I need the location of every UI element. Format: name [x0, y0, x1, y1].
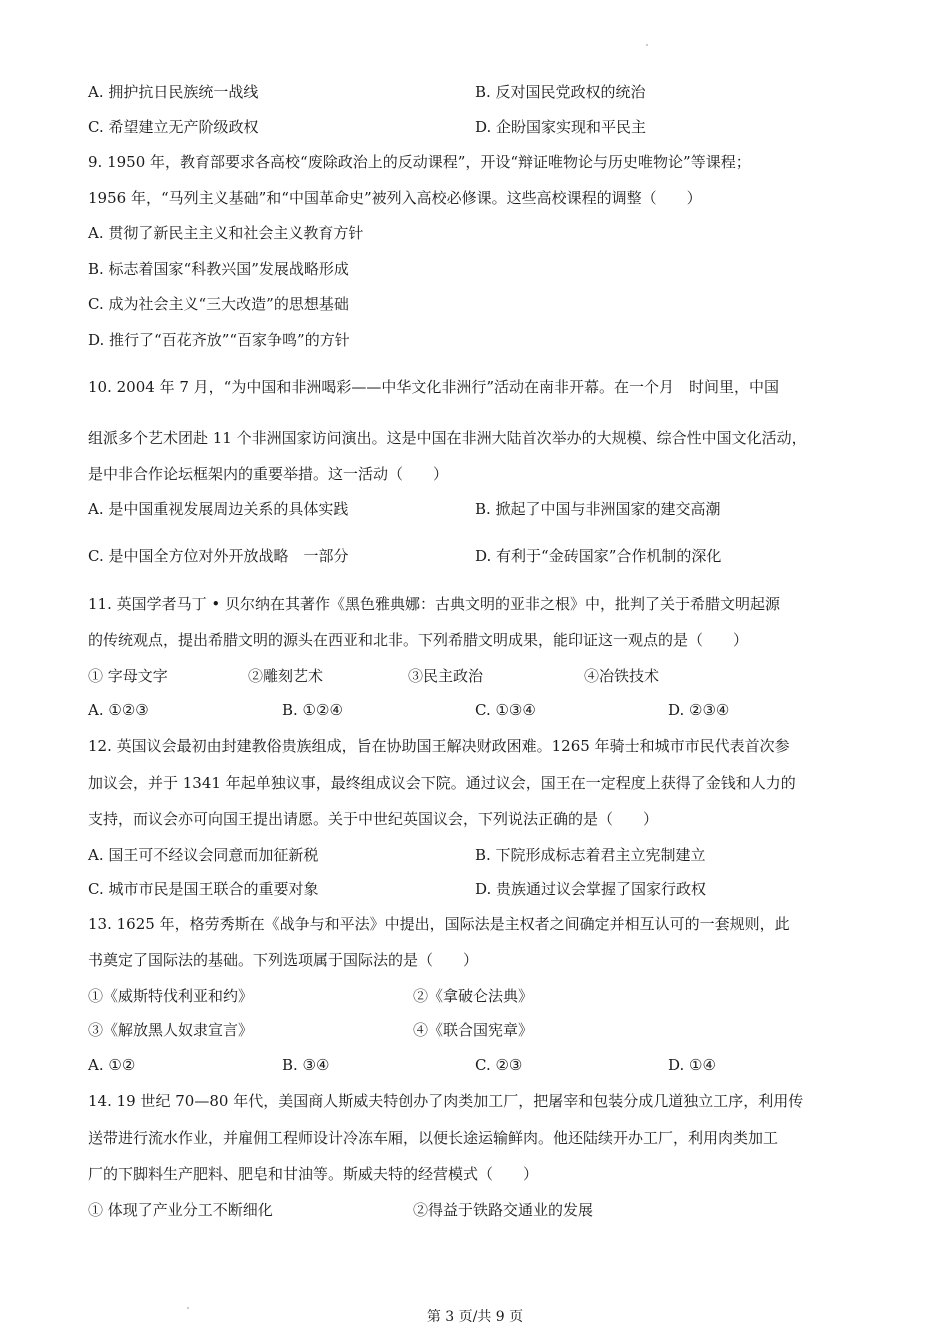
- q9-stem-line2: 1956 年，“马列主义基础”和“中国革命史”被列入高校必修课。这些高校课程的调整（ ）: [88, 189, 702, 207]
- q13-stem-line1: 13. 1625 年，格劳秀斯在《战争与和平法》中提出，国际法是主权者之间确定并相互认可的一套规则，此: [88, 915, 790, 933]
- q12-option-b: B. 下院形成标志着君主立宪制建立: [475, 846, 706, 864]
- q10-option-a: A. 是中国重视发展周边关系的具体实践: [88, 500, 349, 518]
- q11-item-3: ③民主政治: [408, 667, 484, 685]
- q10-stem-line2: 组派多个艺术团赴 11 个非洲国家访问演出。这是中国在非洲大陆首次举办的大规模、综合性中国文化活动，: [88, 429, 807, 447]
- q11-item-2: ②雕刻艺术: [248, 667, 324, 685]
- q13-stem-line2: 书奠定了国际法的基础。下列选项属于国际法的是（ ）: [88, 951, 479, 969]
- q11-item-1: ① 字母文字: [88, 667, 168, 685]
- q13-option-d: D. ①④: [668, 1056, 716, 1074]
- q9-option-d: D. 推行了“百花齐放”“百家争鸣”的方针: [88, 331, 350, 349]
- q8-option-b: B. 反对国民党政权的统治: [475, 83, 646, 101]
- q12-stem-line3: 支持，而议会亦可向国王提出请愿。关于中世纪英国议会，下列说法正确的是（ ）: [88, 810, 659, 828]
- q10-option-c: C. 是中国全方位对外开放战略 一部分: [88, 547, 349, 565]
- q8-option-a: A. 拥护抗日民族统一战线: [88, 83, 259, 101]
- q13-option-b: B. ③④: [282, 1056, 330, 1074]
- q12-stem-line1: 12. 英国议会最初由封建教俗贵族组成，旨在协助国王解决财政困难。1265 年骑士和城市市民代表首次参: [88, 737, 790, 755]
- q14-stem-line3: 厂的下脚料生产肥料、肥皂和甘油等。斯威夫特的经营模式（ ）: [88, 1165, 539, 1183]
- q13-item-2: ②《拿破仑法典》: [413, 987, 534, 1005]
- q11-option-a: A. ①②③: [88, 701, 149, 719]
- q9-stem-line1: 9. 1950 年，教育部要求各高校“废除政治上的反动课程”，开设“辩证唯物论与历史唯物论”等课程；: [88, 153, 751, 171]
- q14-item-1: ① 体现了产业分工不断细化: [88, 1201, 273, 1219]
- q13-option-c: C. ②③: [475, 1056, 523, 1074]
- q10-stem-line3: 是中非合作论坛框架内的重要举措。这一活动（ ）: [88, 465, 449, 483]
- q9-option-c: C. 成为社会主义“三大改造”的思想基础: [88, 295, 349, 313]
- q14-stem-line1: 14. 19 世纪 70—80 年代，美国商人斯威夫特创办了肉类加工厂，把屠宰和包装分成几道独立工序，利用传: [88, 1092, 804, 1110]
- q8-option-c: C. 希望建立无产阶级政权: [88, 118, 259, 136]
- q9-option-a: A. 贯彻了新民主主义和社会主义教育方针: [88, 224, 364, 242]
- q11-option-d: D. ②③④: [668, 701, 730, 719]
- q8-option-d: D. 企盼国家实现和平民主: [475, 118, 647, 136]
- q10-option-b: B. 掀起了中国与非洲国家的建交高潮: [475, 500, 721, 518]
- q11-option-b: B. ①②④: [282, 701, 343, 719]
- q10-option-d: D. 有利于“金砖国家”合作机制的深化: [475, 547, 722, 565]
- q9-option-b: B. 标志着国家“科教兴国”发展战略形成: [88, 260, 349, 278]
- q11-stem-line1: 11. 英国学者马丁 • 贝尔纳在其著作《黑色雅典娜：古典文明的亚非之根》中，批判了关于希腊文明起源: [88, 595, 781, 613]
- q11-item-4: ④冶铁技术: [584, 667, 660, 685]
- q12-option-d: D. 贵族通过议会掌握了国家行政权: [475, 880, 707, 898]
- page-number-footer: 第 3 页/共 9 页: [426, 1309, 524, 1325]
- q14-stem-line2: 送带进行流水作业，并雇佣工程师设计冷冻车厢，以便长途运输鲜肉。他还陆续开办工厂，利用肉类加工: [88, 1129, 779, 1147]
- q12-option-a: A. 国王可不经议会同意而加征新税: [88, 846, 319, 864]
- scan-speck: [646, 44, 648, 46]
- q13-option-a: A. ①②: [88, 1056, 136, 1074]
- q11-stem-line2: 的传统观点，提出希腊文明的源头在西亚和北非。下列希腊文明成果，能印证这一观点的是（ ）: [88, 631, 749, 649]
- q13-item-1: ①《威斯特伐利亚和约》: [88, 987, 254, 1005]
- q13-item-4: ④《联合国宪章》: [413, 1021, 534, 1039]
- q13-item-3: ③《解放黑人奴隶宣言》: [88, 1021, 254, 1039]
- q10-stem-line1: 10. 2004 年 7 月，“为中国和非洲喝彩——中华文化非洲行”活动在南非开幕。在一个月 时间里，中国: [88, 378, 779, 396]
- q12-stem-line2: 加议会，并于 1341 年起单独议事，最终组成议会下院。通过议会，国王在一定程度上获得了金钱和人力的: [88, 774, 796, 792]
- q12-option-c: C. 城市市民是国王联合的重要对象: [88, 880, 319, 898]
- q11-option-c: C. ①③④: [475, 701, 536, 719]
- q14-item-2: ②得益于铁路交通业的发展: [413, 1201, 594, 1219]
